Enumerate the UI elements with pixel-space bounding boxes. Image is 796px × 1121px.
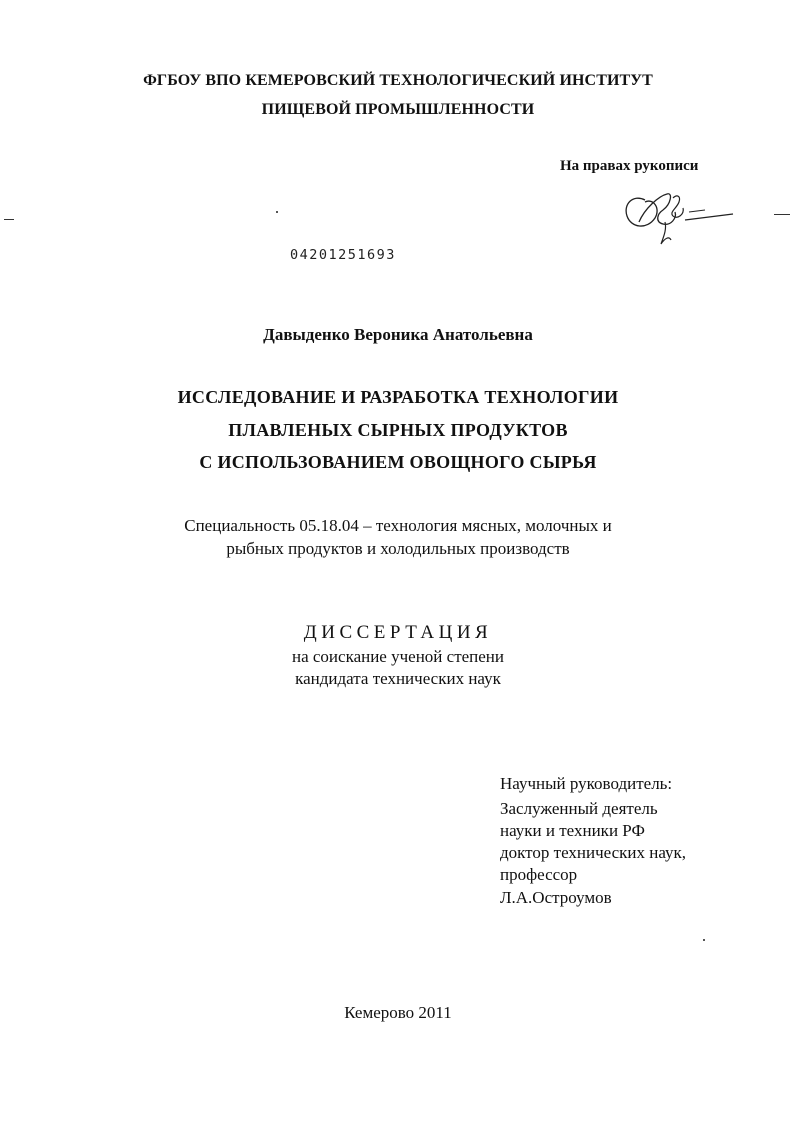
specialty-line2: рыбных продуктов и холодильных производств (226, 539, 570, 558)
dissertation-title-line1: ИССЛЕДОВАНИЕ И РАЗРАБОТКА ТЕХНОЛОГИИ (177, 387, 619, 407)
dissertation-title-line3: С ИСПОЛЬЗОВАНИЕМ ОВОЩНОГО СЫРЬЯ (199, 452, 597, 472)
supervisor-honor-line1: Заслуженный деятель (500, 799, 658, 818)
degree-line2: кандидата технических наук (295, 669, 501, 688)
institution-name-line1: ФГБОУ ВПО КЕМЕРОВСКИЙ ТЕХНОЛОГИЧЕСКИЙ ИНСТИТУТ (143, 72, 653, 89)
supervisor-label: Научный руководитель: (500, 774, 673, 793)
supervisor-honor-line2: науки и техники РФ (500, 821, 645, 840)
dissertation-title-line2: ПЛАВЛЕНЫХ СЫРНЫХ ПРОДУКТОВ (228, 420, 568, 440)
author-signature (615, 178, 750, 250)
scan-dot (276, 211, 278, 213)
supervisor-degree: доктор технических наук, (500, 843, 687, 862)
manuscript-rights-label: На правах рукописи (560, 158, 699, 174)
supervisor-name: Л.А.Остроумов (500, 888, 612, 907)
supervisor-title: профессор (500, 865, 578, 884)
institution-name-line2: ПИЩЕВОЙ ПРОМЫШЛЕННОСТИ (261, 101, 535, 118)
degree-line1: на соискание ученой степени (291, 647, 505, 666)
scan-dot (703, 939, 705, 941)
registration-number: 04201251693 (290, 247, 396, 263)
author-name: Давыденко Вероника Анатольевна (263, 325, 533, 344)
specialty-line1: Специальность 05.18.04 – технология мясных, молочных и (184, 516, 612, 535)
scan-margin-mark (774, 214, 790, 215)
city-year: Кемерово 2011 (344, 1003, 452, 1022)
scan-margin-mark (4, 219, 14, 220)
dissertation-heading: ДИССЕРТАЦИЯ (303, 622, 493, 643)
